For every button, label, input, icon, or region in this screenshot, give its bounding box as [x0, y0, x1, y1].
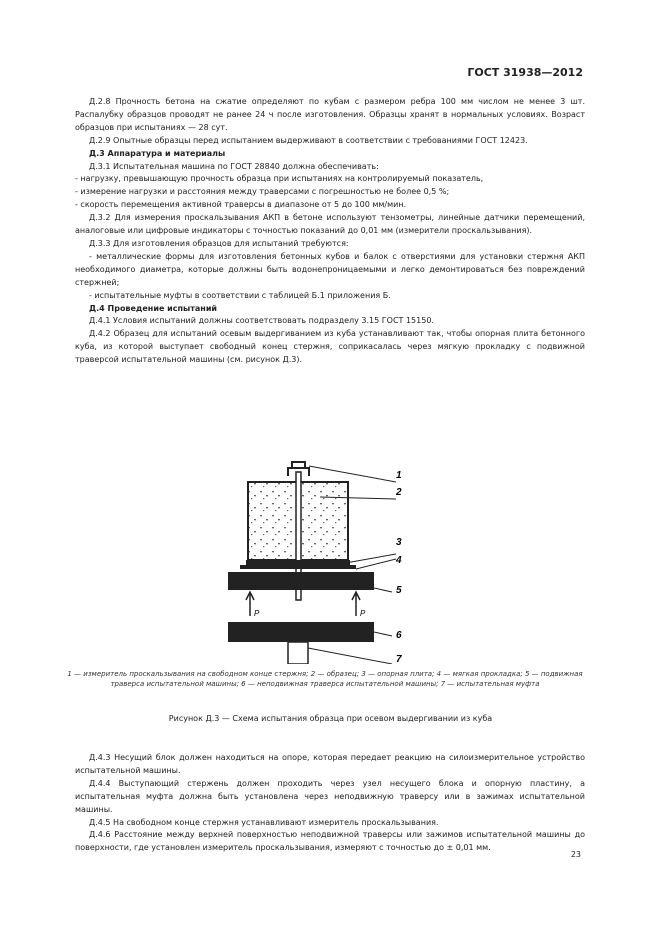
figure-label-3: 3	[396, 537, 402, 548]
paragraph-d41: Д.4.1 Условия испытаний должны соответствовать подразделу 3.15 ГОСТ 15150.	[89, 316, 434, 326]
paragraph-d46: Д.4.6 Расстояние между верхней поверхностью неподвижной траверсы или зажимов испытательной машины до поверхности, где установлен измеритель проскальзывания, измеряют с точностью до ± 0,01 мм.	[75, 830, 585, 853]
test-scheme-figure	[210, 452, 420, 664]
list-item: - металлические формы для изготовления бетонных кубов и балок с отверстиями для установки стержня АКП необходимого диаметра, которые должны быть водонепроницаемыми и легко демонтироваться без повреждений стержней;	[75, 251, 585, 287]
figure-label-4: 4	[396, 555, 402, 566]
list-item: - нагрузку, превышающую прочность образца при испытаниях на контролируемый показатель,	[75, 174, 484, 184]
movable-crosshead	[228, 572, 374, 590]
figure-legend: 1 — измеритель проскальзывания на свободном конце стержня; 2 — образец; 3 — опорная плита; 4 — мягкая прокладка; 5 — подвижная траверса испытательной машины; 6 — неподвижная траверса испытательной машины; 7 — испытательная муфта	[67, 670, 583, 688]
figure-label-7: 7	[396, 654, 402, 664]
figure-label-2: 2	[396, 487, 402, 498]
list-item: - измерение нагрузки и расстояния между траверсами с погрешностью не более 0,5 %;	[75, 187, 450, 197]
section-heading-d4: Д.4 Проведение испытаний	[89, 303, 218, 313]
paragraph-d28: Д.2.8 Прочность бетона на сжатие определяют по кубам с размером ребра 100 мм числом не менее 3 шт. Распалубку образцов проводят не ранее 24 ч после изготовления. Образцы хранят в нормальных условиях. Возраст образцов при испытаниях — 28 сут.	[75, 97, 585, 132]
body-text-bottom	[75, 752, 585, 855]
figure-label-6: 6	[396, 630, 402, 641]
paragraph-d43: Д.4.3 Несущий блок должен находиться на опоре, которая передает реакцию на силоизмерительное устройство испытательной машины.	[75, 753, 585, 775]
test-coupling	[288, 642, 308, 664]
paragraph-d29: Д.2.9 Опытные образцы перед испытанием выдерживают в соответствии с требованиями ГОСТ 12423.	[89, 135, 528, 145]
paragraph-d45: Д.4.5 На свободном конце стержня устанавливают измеритель проскальзывания.	[89, 817, 439, 827]
force-label: P	[360, 609, 366, 618]
soft-pad	[240, 565, 356, 569]
figure-label-1: 1	[396, 470, 402, 481]
force-label: P	[254, 609, 260, 618]
paragraph-d33: Д.3.3 Для изготовления образцов для испытаний требуются:	[89, 238, 349, 248]
page-number: 23	[570, 850, 581, 859]
fixed-crosshead	[228, 622, 374, 642]
body-text-top	[75, 96, 585, 367]
figure-title: Рисунок Д.3 — Схема испытания образца при осевом выдергивании из куба	[168, 714, 493, 723]
document-header: ГОСТ 31938—2012	[467, 66, 583, 79]
support-plate	[246, 560, 350, 565]
paragraph-d32: Д.3.2 Для измерения проскальзывания АКП в бетоне используют тензометры, линейные датчики перемещений, аналоговые или цифровые индикаторы с точностью показаний до 0,01 мм (измерители проскальзывания).	[75, 213, 585, 236]
paragraph-d42: Д.4.2 Образец для испытаний осевым выдергиванием из куба устанавливают так, чтобы опорная плита бетонного куба, из которой выступает свободный конец стержня, соприкасалась через мягкую прокладку с подвижной траверсой испытательной машины (см. рисунок Д.3).	[75, 329, 585, 365]
figure-label-5: 5	[396, 585, 402, 596]
force-arrow-right	[352, 592, 360, 616]
section-heading-d3: Д.3 Аппаратура и материалы	[89, 148, 226, 158]
list-item: - скорость перемещения активной траверсы в диапазоне от 5 до 100 мм/мин.	[75, 200, 407, 210]
paragraph-d31: Д.3.1 Испытательная машина по ГОСТ 28840 должна обеспечивать:	[89, 161, 379, 171]
paragraph-d44: Д.4.4 Выступающий стержень должен проходить через узел несущего блока и опорную пластину, а испытательная муфта должна быть установлена через неподвижную траверсу или в зажимах испытательной машины.	[75, 778, 585, 814]
list-item: - испытательные муфты в соответствии с таблицей Б.1 приложения Б.	[89, 290, 391, 300]
force-arrow-left	[246, 592, 254, 616]
